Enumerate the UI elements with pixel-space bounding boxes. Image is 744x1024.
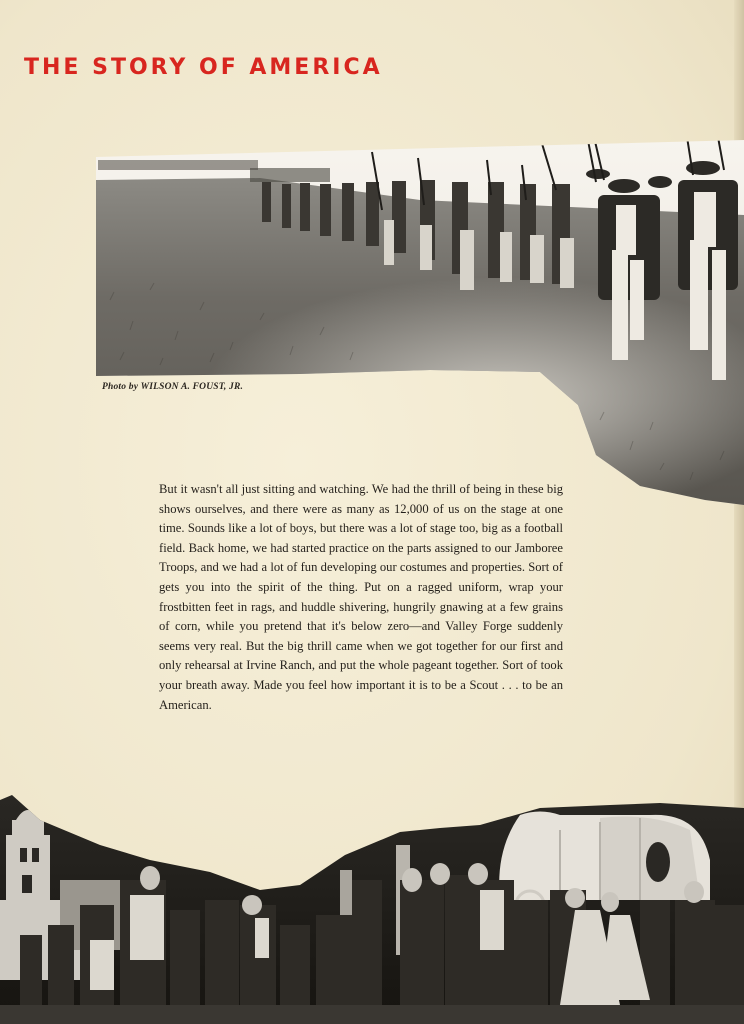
photo-credit: Photo by WILSON A. FOUST, JR. [102, 382, 244, 392]
page-title: THE STORY OF AMERICA [24, 55, 383, 80]
article-paragraph: But it wasn't all just sitting and watching. We had the thrill of being in these big shows ourselves, and there were as many as 12,000 of us on the stage at one time. Sounds like a lot of boys, but there was a lot of stage too, big as a football field. Back home, we had started practice on the parts assigned to our Jamboree Troops, and we had a lot of fun developing our costumes and properties. Sort of gets you into the spirit of the thing. Put on a ragged uniform, wrap your frostbitten feet in rags, and huddle shivering, hungrily gnawing at a few grains of corn, while you pretend that it's below zero—and Valley Forge suddenly seems very real. But the big thrill came when we got together for our first and only rehearsal at Irvine Ranch, and put the whole pageant together. Sort of took your breath away. Made you feel how important it is to be a Scout . . . to be an American. [159, 482, 563, 712]
